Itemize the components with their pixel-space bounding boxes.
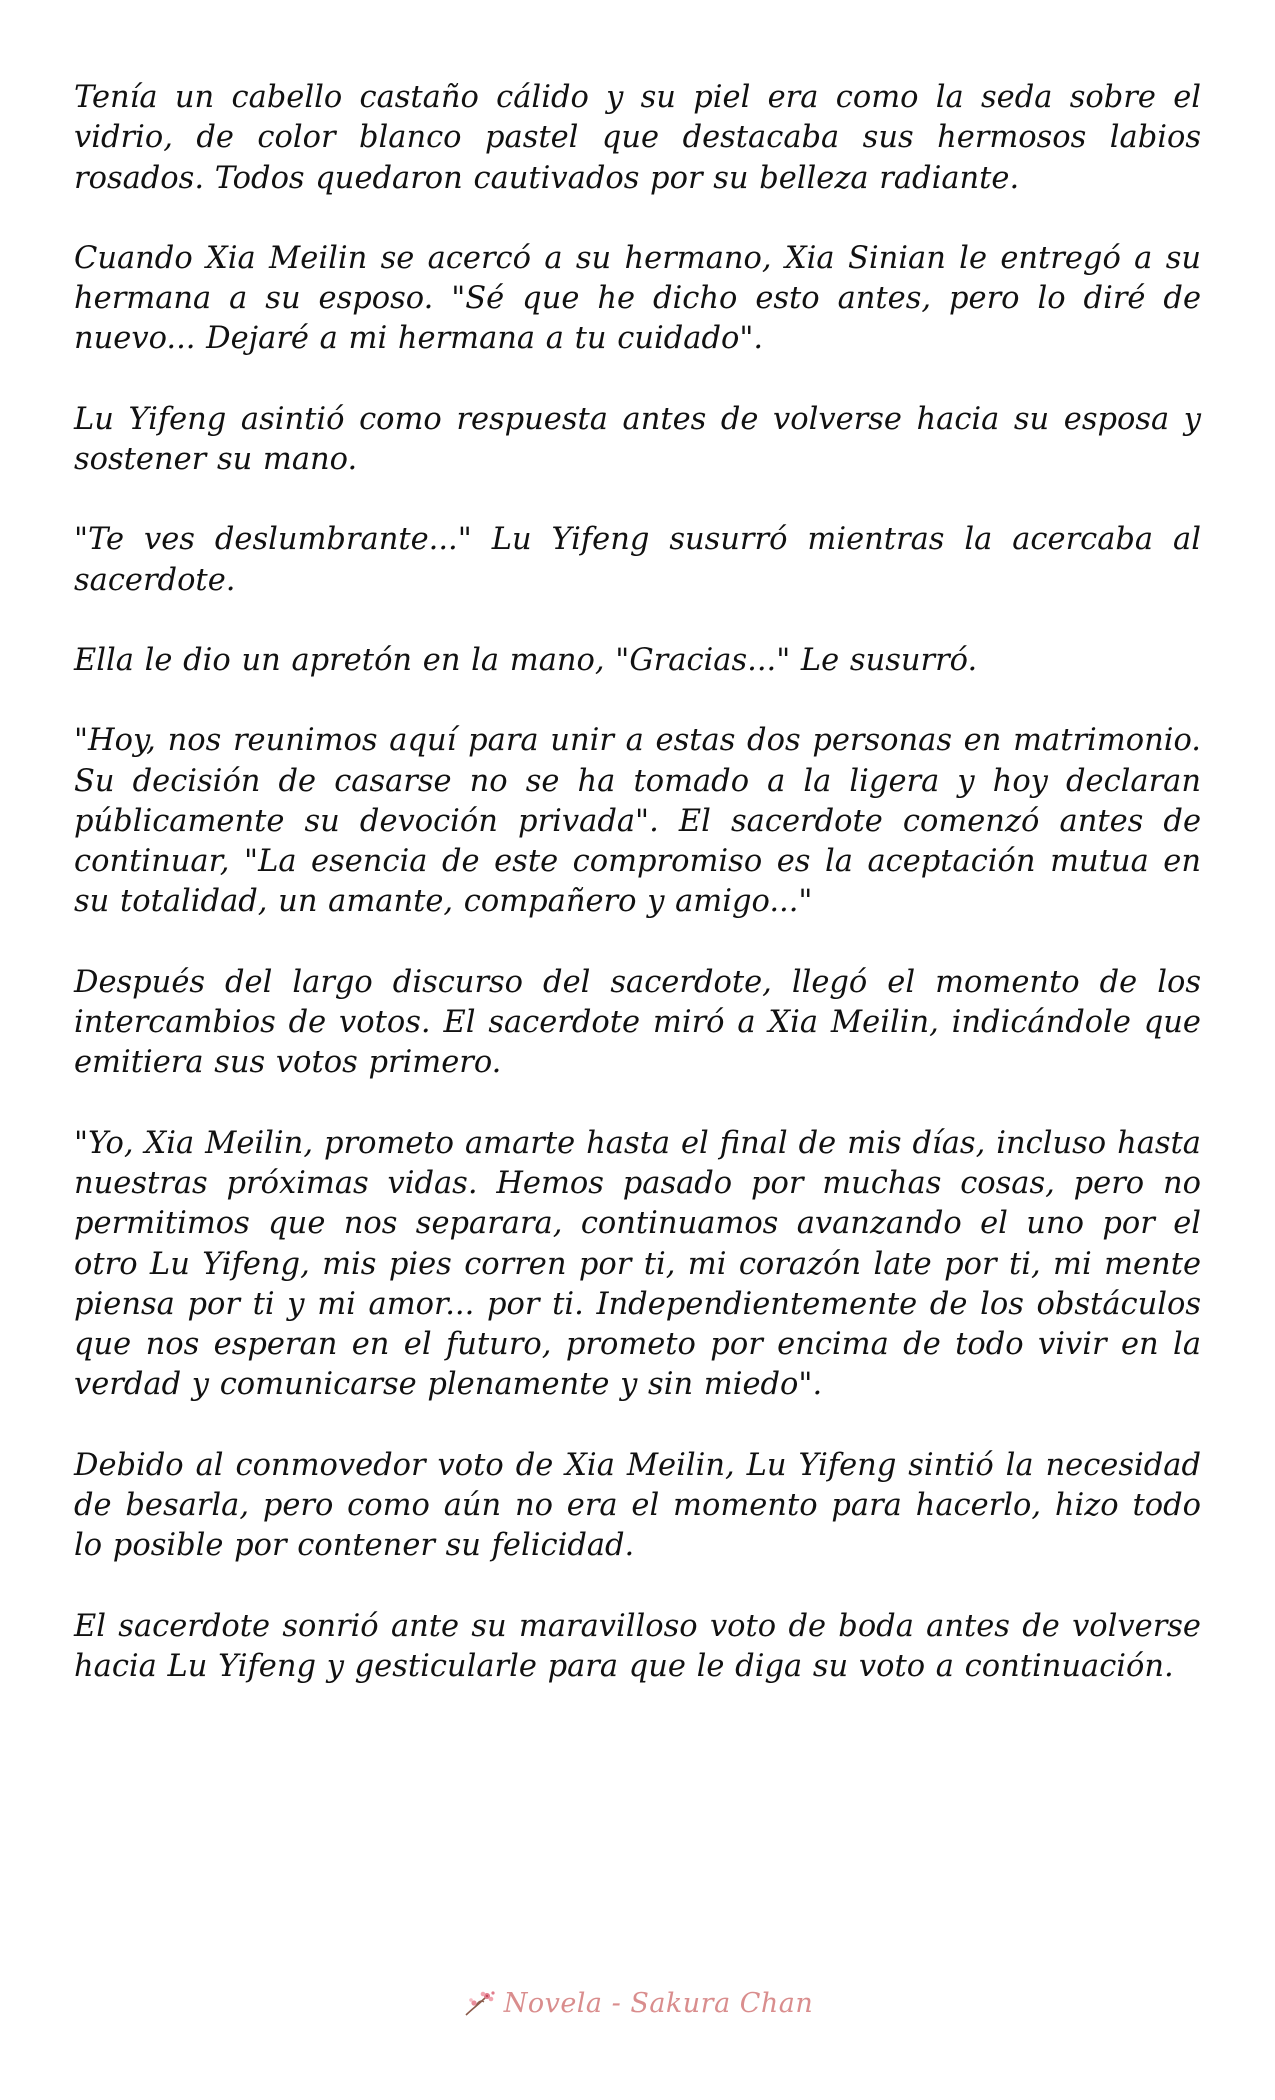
watermark bbox=[462, 1988, 814, 2019]
paragraph-4: "Te ves deslumbrante..." Lu Yifeng susurró mientras la acercaba al sacerdote. bbox=[74, 522, 1201, 598]
paragraph-7: Después del largo discurso del sacerdote, llegó el momento de los intercambios de votos. El sacerdote miró a Xia Meilin, indicándole que emitiera sus votos primero. bbox=[74, 964, 1201, 1081]
paragraph-2: Cuando Xia Meilin se acercó a su hermano, Xia Sinian le entregó a su hermana a su esposo. "Sé que he dicho esto antes, pero lo diré de nuevo... Dejaré a mi hermana a tu cuidado". bbox=[74, 240, 1201, 357]
paragraph-6: "Hoy, nos reunimos aquí para unir a estas dos personas en matrimonio. Su decisión de casarse no se ha tomado a la ligera y hoy declaran públicamente su devoción privada". El sacerdote comenzó antes de continuar, "La esencia de este compromiso es la aceptación mutua en su totalidad, un amante, compañero y amigo..." bbox=[74, 723, 1201, 920]
paragraph-5: Ella le dio un apretón en la mano, "Gracias..." Le susurró. bbox=[74, 642, 978, 678]
paragraph-3: Lu Yifeng asintió como respuesta antes de volverse hacia su esposa y sostener su mano. bbox=[74, 401, 1201, 478]
story-text bbox=[74, 78, 1201, 1727]
paragraph-1: Tenía un cabello castaño cálido y su piel era como la seda sobre el vidrio, de color blanco pastel que destacaba sus hermosos labios rosados. Todos quedaron cautivados por su belleza radiante. bbox=[74, 80, 1201, 196]
watermark-text: Novela - Sakura Chan bbox=[503, 1988, 814, 2019]
paragraph-8: "Yo, Xia Meilin, prometo amarte hasta el final de mis días, incluso hasta nuestras próximas vidas. Hemos pasado por muchas cosas, pero no permitimos que nos separara, continuamos avanzando el uno por el otro Lu Yifeng, mis pies corren por ti, mi corazón late por ti, mi mente piensa por ti y mi amor... por ti. Independientemente de los obstáculos que nos esperan en el futuro, prometo por encima de todo vivir en la verdad y comunicarse plenamente y sin miedo". bbox=[74, 1125, 1201, 1403]
paragraph-9: Debido al conmovedor voto de Xia Meilin, Lu Yifeng sintió la necesidad de besarla, pero como aún no era el momento para hacerlo, hizo todo lo posible por contener su felicidad. bbox=[74, 1447, 1201, 1564]
paragraph-10: El sacerdote sonrió ante su maravilloso voto de boda antes de volverse hacia Lu Yifeng y gesticularle para que le diga su voto a continuación. bbox=[74, 1608, 1201, 1684]
cherry-blossom-icon bbox=[462, 1989, 498, 2019]
page-footer bbox=[0, 1988, 1275, 2019]
